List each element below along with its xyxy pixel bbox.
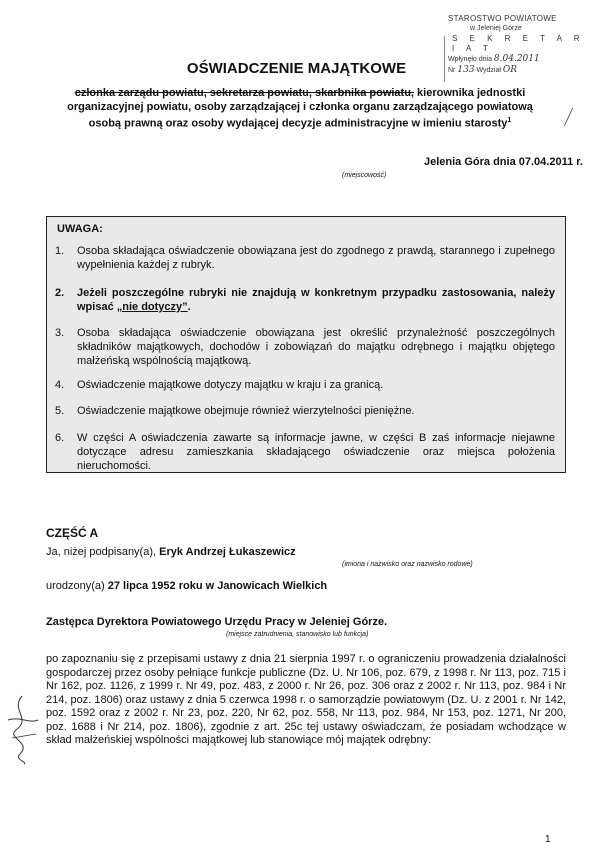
notice-item-number: 5.: [55, 405, 65, 417]
stamp-received-date: 8.04.2011: [493, 54, 540, 64]
notice-item-text: [77, 286, 555, 314]
stamp-department-value: OR: [502, 65, 518, 75]
document-subtitle: [60, 86, 540, 131]
notice-item-text: W części A oświadczenia zawarte są informacje jawne, w części B zaś informacje niejawne dotyczące adresu zamieszkania składającego oświadczenie oraz miejsca położenia nieruchomości.: [77, 432, 555, 472]
notice-item-number: 4.: [55, 379, 65, 391]
notice-item: [55, 326, 555, 368]
subtitle-struck-text: członka zarządu powiatu, sekretarza powiatu, skarbnika powiatu,: [74, 87, 414, 99]
notice-item-text: Osoba składająca oświadczenie obowiązana jest do zgodnego z prawdą, starannego i zupełnego wypełnienia każdej z rubryk.: [77, 245, 555, 271]
signer-hint: (imiona i nazwisko oraz nazwisko rodowe): [342, 561, 473, 568]
subtitle-text: kierownika jednostki organizacyjnej powiatu, osoby zarządzającej i członka organu zarządzającego powiatową osobą prawną oraz osoby wydającej decyzje administracyjne w imieniu starosty: [67, 87, 533, 130]
stamp-department: S E K R E T A R I A T: [452, 34, 585, 53]
birth-value: 27 lipca 1952 roku w Janowicach Wielkich: [107, 580, 328, 592]
notice-item-number: 6.: [55, 432, 65, 444]
signer-name: Eryk Andrzej Łukaszewicz: [159, 546, 296, 558]
stamp-department-label: Wydział: [476, 67, 501, 74]
birth-prefix: urodzony(a): [46, 580, 105, 592]
notice-item-text: Oświadczenie majątkowe dotyczy majątku w kraju i za granicą.: [77, 379, 384, 391]
position-line: Zastępca Dyrektora Powiatowego Urzędu Pracy w Jeleniej Górze.: [46, 616, 388, 628]
notice-item: [55, 378, 555, 392]
stamp-number-value: 133: [457, 65, 475, 75]
birth-line: [46, 580, 327, 592]
handwritten-signature: [2, 690, 44, 765]
document-title: OŚWIADCZENIE MAJĄTKOWE: [186, 60, 407, 77]
signer-prefix: Ja, niżej podpisany(a),: [46, 546, 157, 558]
notice-item-text: Oświadczenie majątkowe obejmuje również wierzytelności pieniężne.: [77, 405, 415, 417]
notice-item: [55, 431, 555, 473]
part-a-heading: CZĘŚĆ A: [46, 526, 99, 540]
margin-tick-mark: [564, 108, 585, 126]
stamp-office: STAROSTWO POWIATOWE: [448, 14, 557, 23]
signer-line: [46, 546, 296, 558]
notice-item: [55, 286, 555, 314]
place-hint: (miejscowość): [342, 172, 387, 179]
notice-item: [55, 404, 555, 418]
declaration-paragraph: po zapoznaniu się z przepisami ustawy z dnia 21 sierpnia 1997 r. o ograniczeniu prowadzenia działalności gospodarczej przez osoby pełniące funkcje publiczne (Dz. U. Nr 106, poz. 679, z 1998 r. Nr 113, poz. 715 i Nr 162, poz. 1126, z 1999 r. Nr 49, poz. 483, z 2000 r. Nr 26, poz. 306 oraz z 2002 r. Nr 113, poz. 984 i Nr 214, poz. 1806) oraz ustawy z dnia 5 czerwca 1998 r. o samorządzie powiatowym (Dz. U. z 2001 r. Nr 142, poz. 1592 oraz z 2002 r. Nr 23, poz. 220, Nr 62, poz. 558, Nr 113, poz. 984, Nr 153, poz. 1271, Nr 200, poz. 1688 i Nr 214, poz. 1806), zgodnie z art. 25c tej ustawy oświadczam, że posiadam wchodzące w skład małżeńskiej wspólności majątkowej lub stanowiące mój majątek odrębny:: [46, 653, 566, 746]
notice-item-text: Osoba składająca oświadczenie obowiązana jest określić przynależność poszczególnych składników majątkowych, dochodów i zobowiązań do majątku odrębnego i majątku objętego małżeńską wspólnością majątkową.: [77, 327, 555, 367]
notice-item-number: 2.: [55, 287, 65, 299]
notice-item-number: 1.: [55, 245, 65, 257]
notice-box: [46, 216, 566, 473]
stamp-city: w Jeleniej Górze: [470, 25, 522, 32]
notice-title: UWAGA:: [57, 223, 103, 235]
notice-item-emphasis: „nie dotyczy”: [116, 301, 188, 313]
footnote-marker: 1: [507, 117, 512, 124]
position-hint: (miejsce zatrudnienia, stanowisko lub funkcja): [226, 631, 369, 638]
notice-item-tail: .: [187, 301, 191, 313]
page-number: 1: [545, 834, 551, 845]
notice-item: [55, 244, 555, 272]
notice-item-number: 3.: [55, 327, 65, 339]
stamp-number-label: Nr: [448, 67, 456, 74]
date-line: Jelenia Góra dnia 07.04.2011 r.: [424, 156, 583, 168]
stamp-received-label: Wpłynęło dnia: [448, 56, 492, 63]
notice-item-text-main: Jeżeli poszczególne rubryki nie znajdują w konkretnym przypadku zastosowania, należy wpisać: [77, 287, 555, 313]
